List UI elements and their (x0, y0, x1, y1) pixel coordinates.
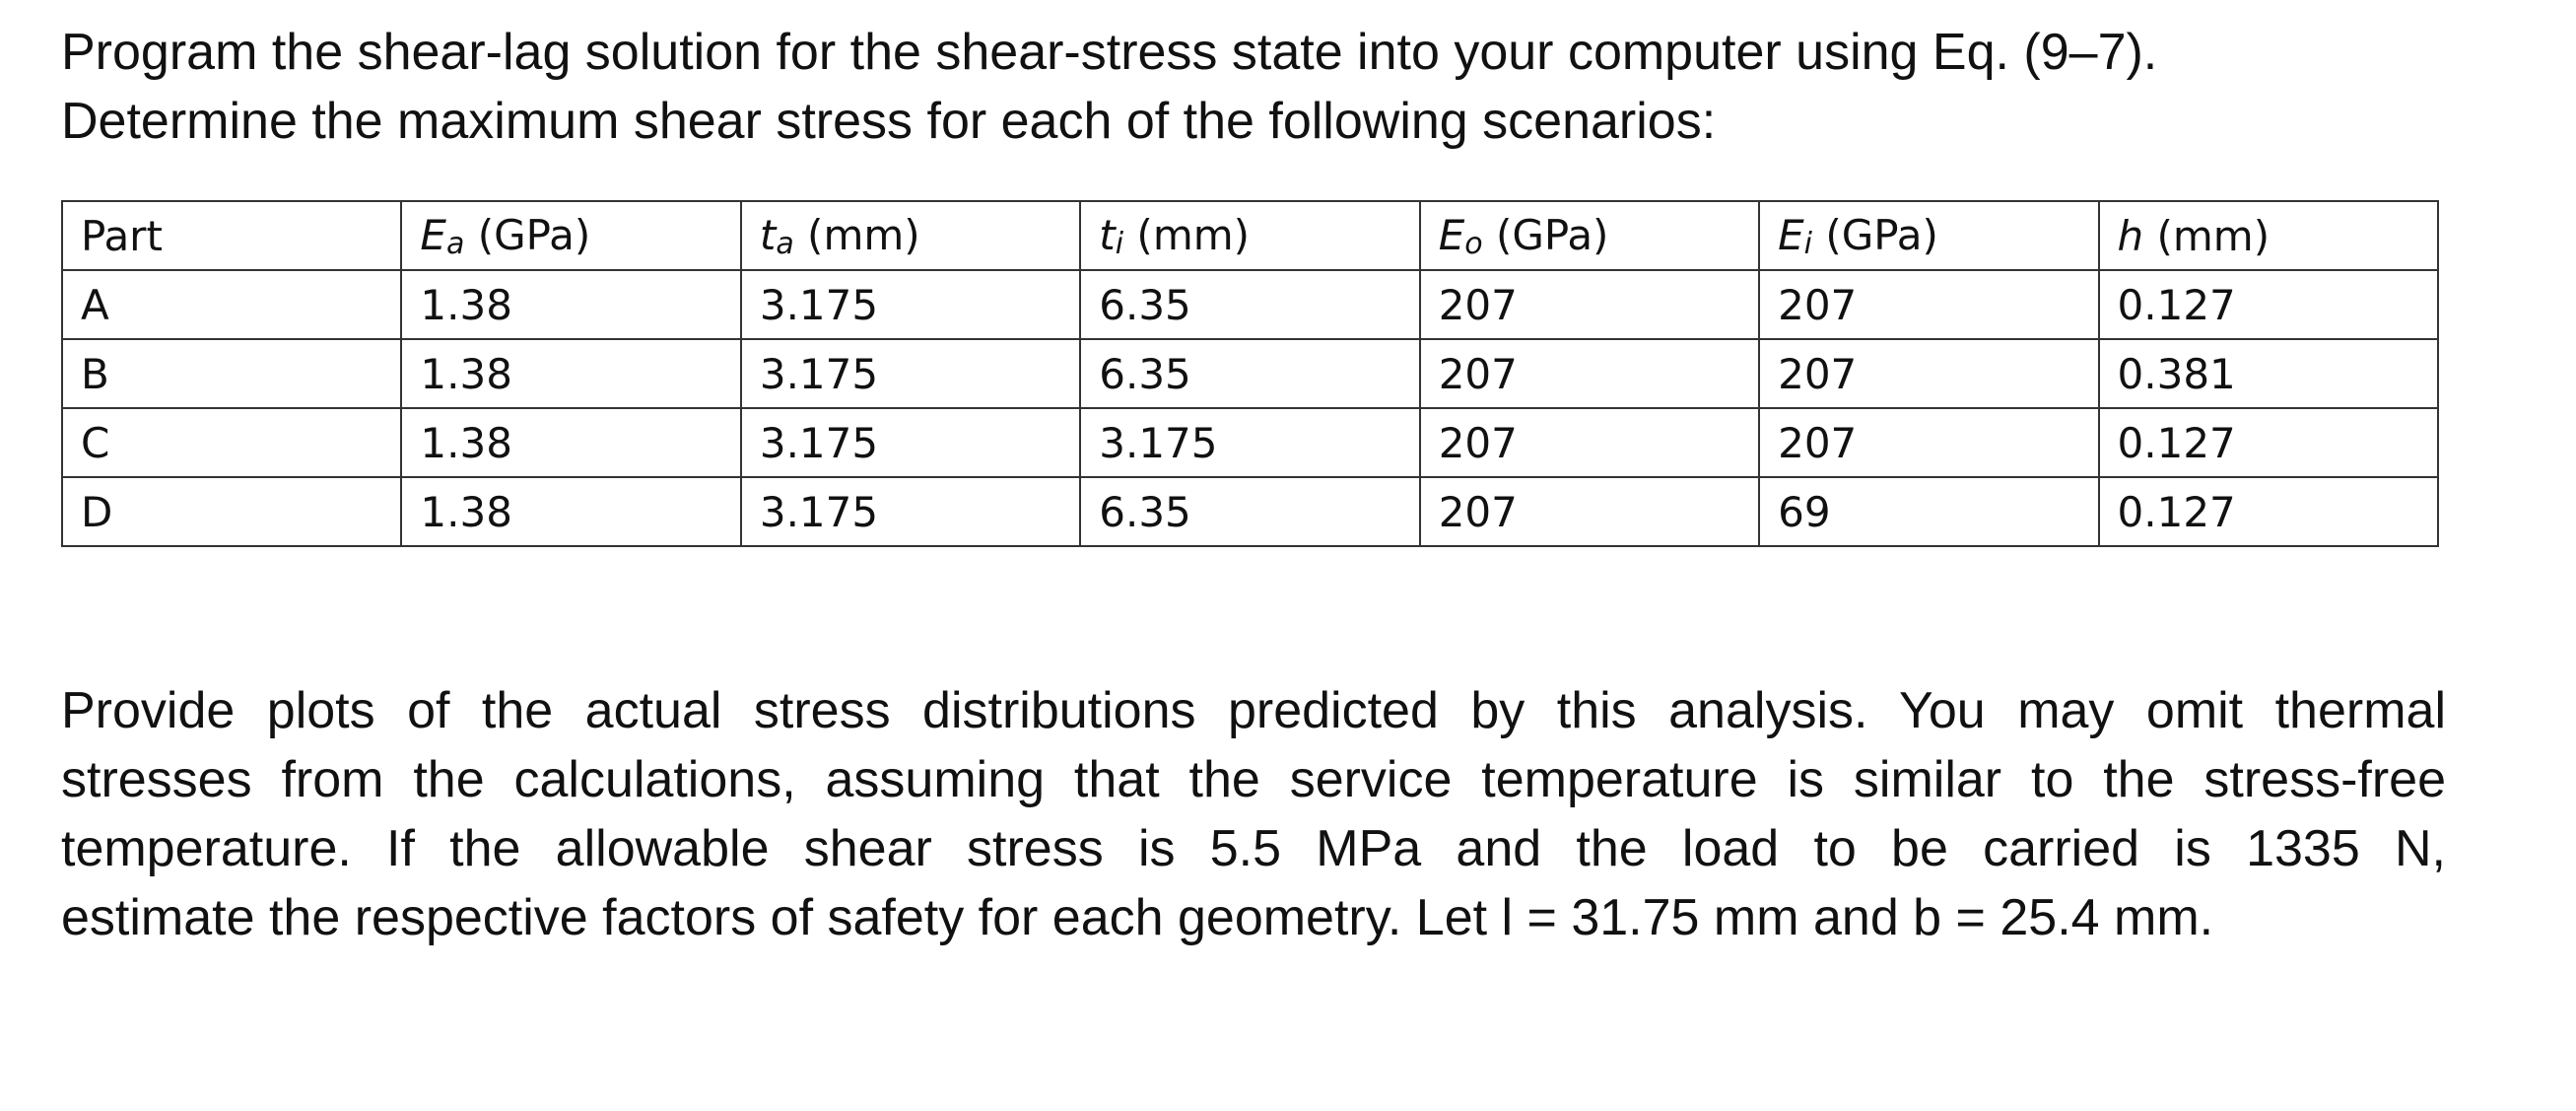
outro-line-3: temperature. If the allowable shear stress is 5.5 MPa and the load to be carried is 1335 N, (61, 820, 2446, 877)
outro-paragraph (61, 676, 2446, 952)
header-ti (1080, 201, 1419, 270)
table-cell: 1.38 (401, 477, 740, 546)
table-cell: 6.35 (1080, 270, 1419, 339)
table-row (62, 270, 2438, 339)
outro-line-4: estimate the respective factors of safety for each geometry. Let l = 31.75 mm and b = 25.4 mm. (61, 889, 2214, 946)
header-part-label: Part (81, 211, 163, 260)
table-cell: 1.38 (401, 408, 740, 477)
header-ti-symbol: t (1099, 210, 1116, 259)
table-header-row (62, 201, 2438, 270)
table-cell: 6.35 (1080, 477, 1419, 546)
header-eo-unit: (GPa) (1482, 210, 1609, 259)
table-cell: 207 (1420, 477, 1759, 546)
table-cell: 207 (1759, 270, 2098, 339)
table-cell: 69 (1759, 477, 2098, 546)
table-cell: 0.127 (2099, 408, 2438, 477)
table-row (62, 339, 2438, 408)
outro-line-1: Provide plots of the actual stress distributions predicted by this analysis. You may omit thermal (61, 682, 2446, 739)
table-cell: 3.175 (741, 408, 1080, 477)
table-cell: 1.38 (401, 339, 740, 408)
table-cell: 207 (1420, 408, 1759, 477)
header-eo-subscript: o (1464, 226, 1483, 261)
header-ta-symbol: t (759, 210, 777, 259)
header-ei-subscript: i (1803, 226, 1812, 261)
header-h-symbol: h (2117, 211, 2144, 260)
table-cell: 0.127 (2099, 477, 2438, 546)
table-cell: D (62, 477, 401, 546)
header-ti-subscript: i (1115, 226, 1124, 261)
table-cell: B (62, 339, 401, 408)
table-cell: 6.35 (1080, 339, 1419, 408)
table-cell: 3.175 (741, 477, 1080, 546)
table-row (62, 477, 2438, 546)
header-ea-subscript: a (445, 226, 465, 261)
header-h-unit: (mm) (2143, 211, 2271, 260)
header-ea-unit: (GPa) (464, 210, 591, 259)
parameters-table (61, 200, 2439, 547)
table-cell: 207 (1759, 408, 2098, 477)
intro-paragraph (61, 18, 2525, 156)
table-cell: C (62, 408, 401, 477)
header-eo-symbol: E (1438, 210, 1465, 259)
header-ti-unit: (mm) (1123, 210, 1251, 259)
header-ta (741, 201, 1080, 270)
header-ta-unit: (mm) (793, 210, 920, 259)
header-eo (1420, 201, 1759, 270)
outro-line-2: stresses from the calculations, assuming that the service temperature is similar to the stress-free (61, 751, 2446, 808)
table-cell: 1.38 (401, 270, 740, 339)
header-h (2099, 201, 2438, 270)
header-part (62, 201, 401, 270)
table-row (62, 408, 2438, 477)
header-ta-subscript: a (776, 226, 794, 261)
table-cell: A (62, 270, 401, 339)
table-cell: 0.127 (2099, 270, 2438, 339)
table-cell: 207 (1420, 339, 1759, 408)
header-ea (401, 201, 740, 270)
header-ei-unit: (GPa) (1812, 210, 1938, 259)
header-ei-symbol: E (1778, 210, 1804, 259)
table-cell: 3.175 (1080, 408, 1419, 477)
header-ei (1759, 201, 2098, 270)
table-cell: 0.381 (2099, 339, 2438, 408)
intro-line-2: Determine the maximum shear stress for each of the following scenarios: (61, 93, 1717, 150)
header-ea-symbol: E (420, 210, 446, 259)
table-cell: 3.175 (741, 270, 1080, 339)
table-cell: 207 (1420, 270, 1759, 339)
table-cell: 207 (1759, 339, 2098, 408)
intro-line-1: Program the shear-lag solution for the shear-stress state into your computer using Eq. (9–7). (61, 24, 2158, 81)
table-cell: 3.175 (741, 339, 1080, 408)
